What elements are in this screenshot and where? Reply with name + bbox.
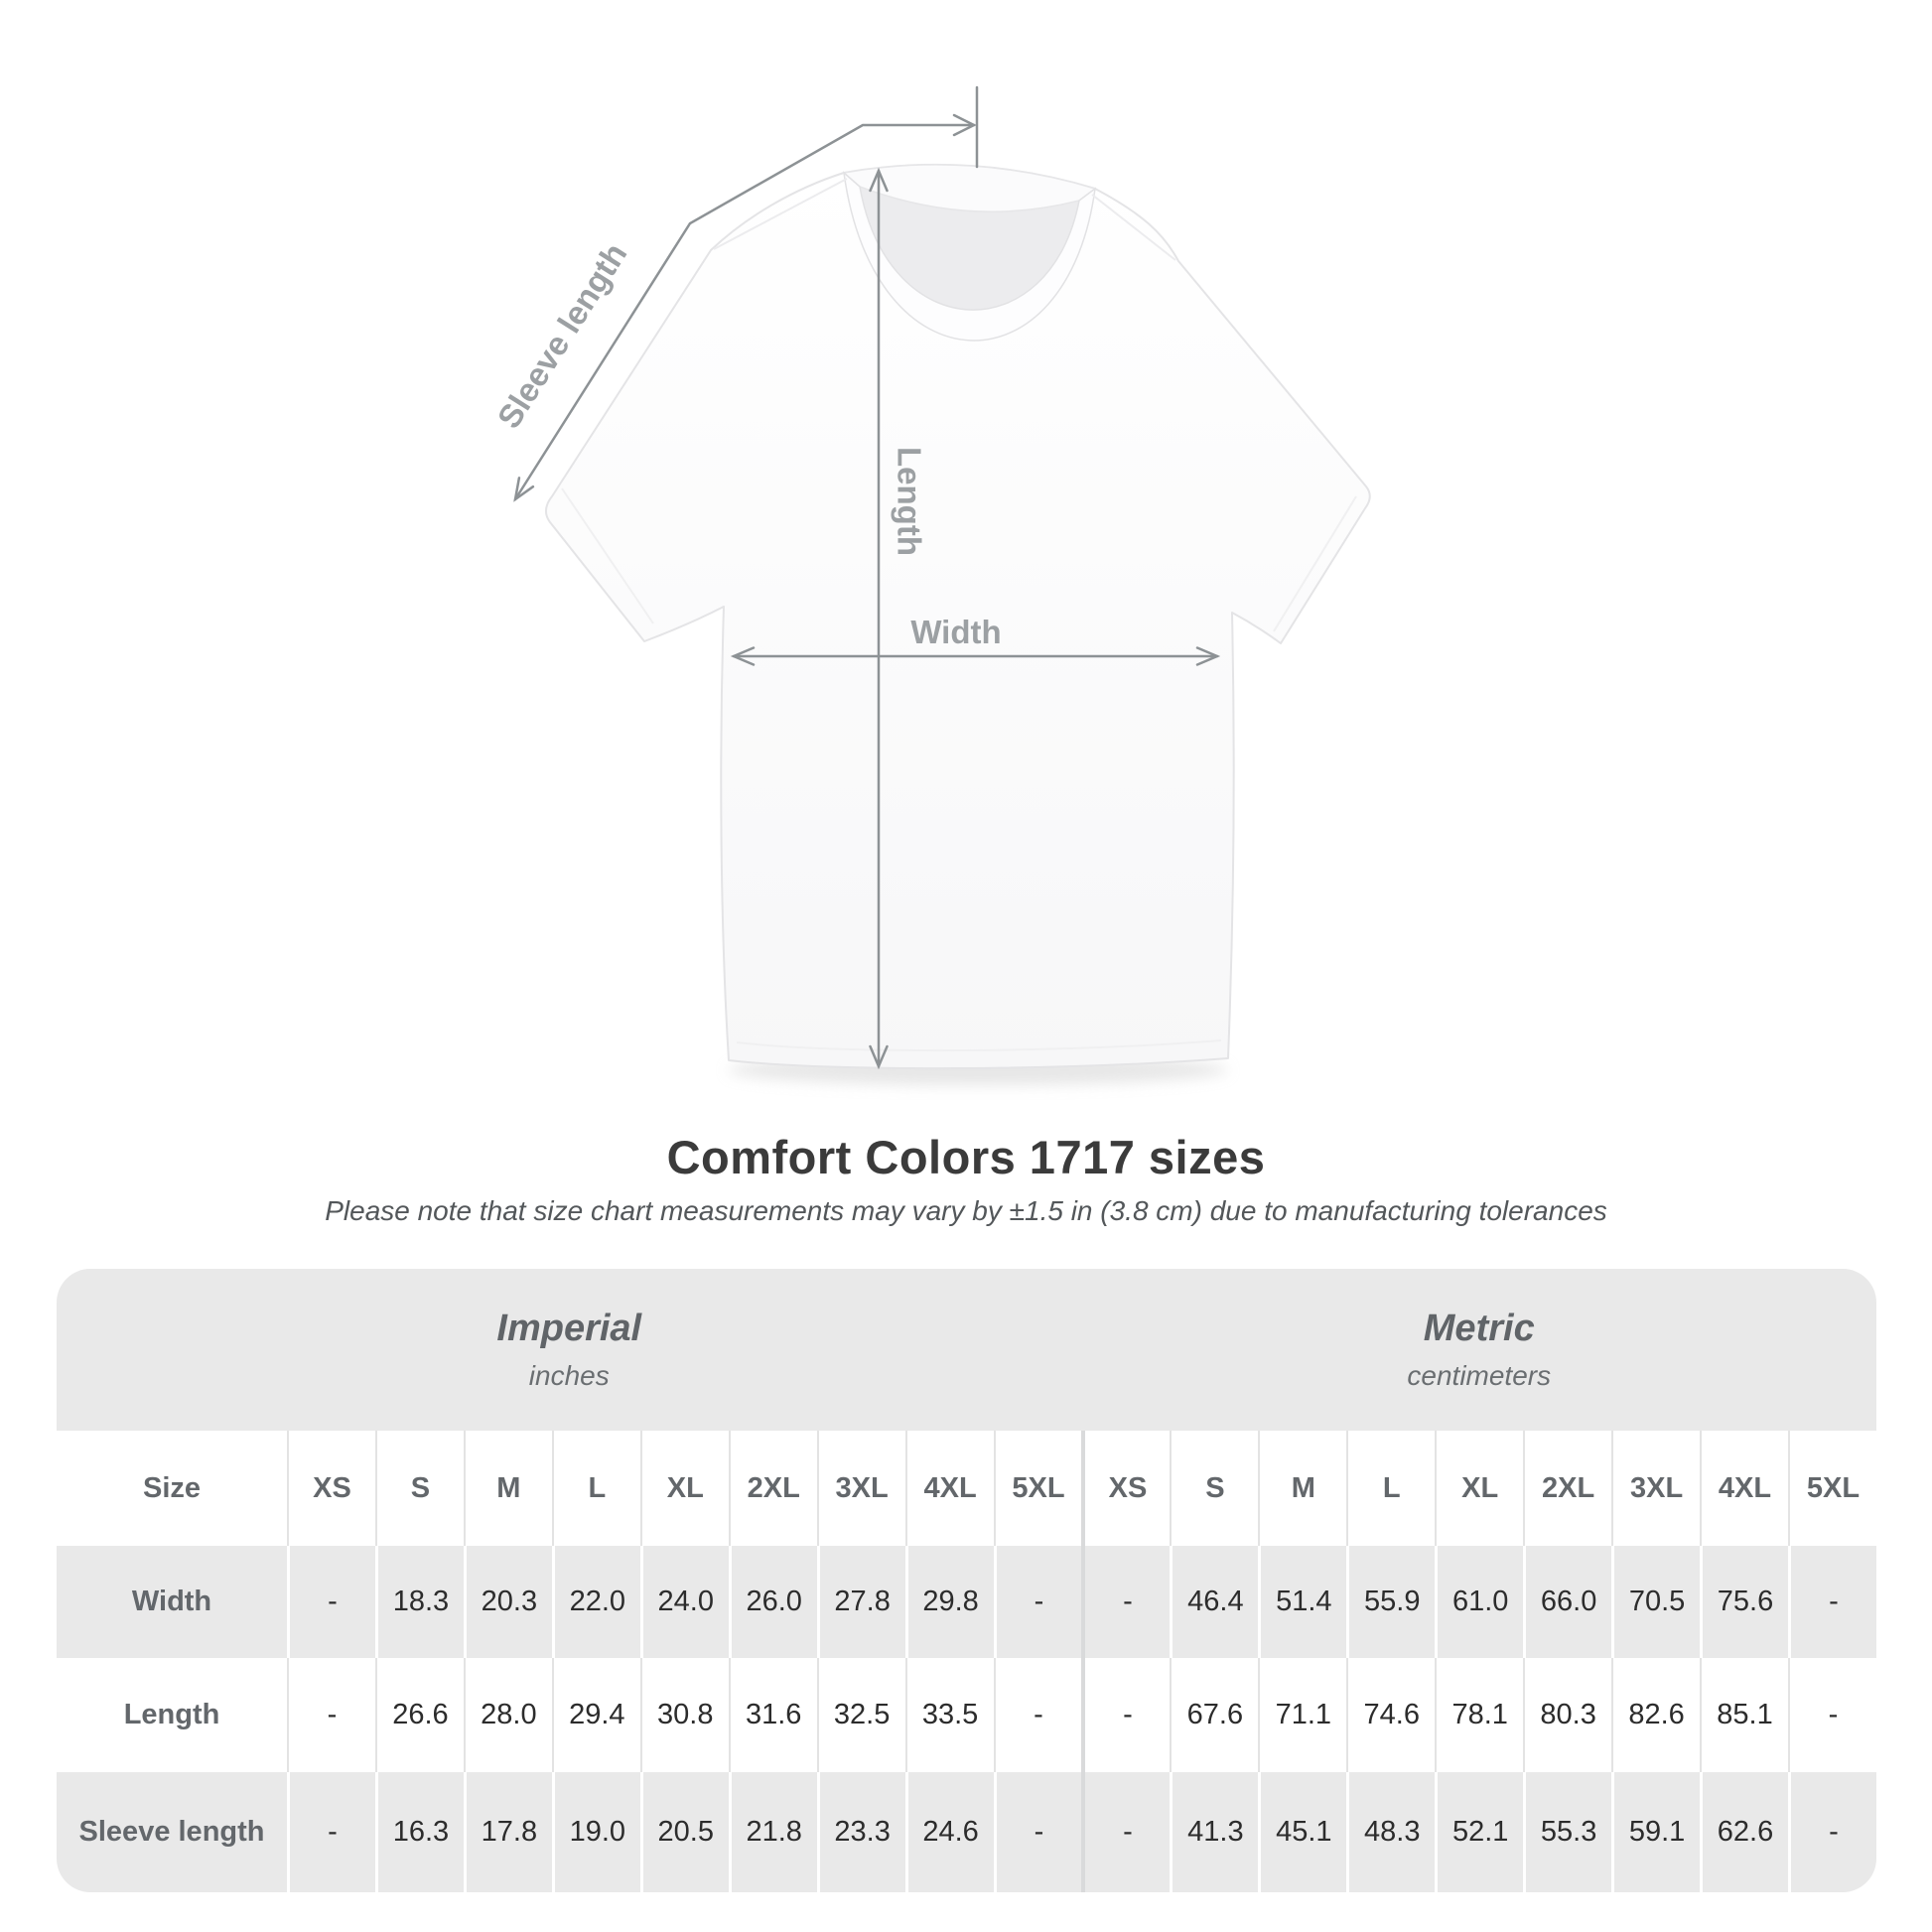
row-label: Length [123, 1699, 220, 1730]
value-cell: 45.1 [1258, 1772, 1346, 1892]
column-header-metric-3xl: 3XL [1611, 1431, 1700, 1546]
value-cell: 16.3 [375, 1772, 464, 1892]
column-header-metric-m: M [1258, 1431, 1346, 1546]
value-cell: 32.5 [817, 1658, 905, 1772]
page-title: Comfort Colors 1717 sizes [666, 1131, 1266, 1183]
value-cell: - [1081, 1772, 1170, 1892]
column-header-metric-xl: XL [1435, 1431, 1523, 1546]
imperial-group-header [57, 1269, 1082, 1431]
column-header-imperial-xs: XS [287, 1431, 375, 1546]
imperial-group-unit: inches [528, 1360, 610, 1391]
value-cell: 74.6 [1346, 1658, 1435, 1772]
imperial-group-label: Imperial [496, 1308, 642, 1349]
value-cell: 24.0 [640, 1546, 729, 1658]
value-cell: 80.3 [1523, 1658, 1611, 1772]
value-cell: 59.1 [1611, 1772, 1700, 1892]
size-column-header: Size [143, 1471, 202, 1504]
value-cell: 21.8 [729, 1772, 817, 1892]
value-cell: 70.5 [1611, 1546, 1700, 1658]
value-cell: 18.3 [375, 1546, 464, 1658]
value-cell: 55.3 [1523, 1772, 1611, 1892]
value-cell: 33.5 [905, 1658, 994, 1772]
table-row-sleeve-length [57, 1772, 1876, 1892]
table-body [57, 1546, 1876, 1892]
column-header-metric-4xl: 4XL [1700, 1431, 1788, 1546]
value-cell: - [1788, 1658, 1876, 1772]
value-cell: 55.9 [1346, 1546, 1435, 1658]
value-cell: - [1788, 1772, 1876, 1892]
value-cell: 52.1 [1435, 1772, 1523, 1892]
value-cell: 28.0 [464, 1658, 552, 1772]
column-header-imperial-4xl: 4XL [905, 1431, 994, 1546]
column-header-imperial-5xl: 5XL [994, 1431, 1082, 1546]
value-cell: - [1081, 1658, 1170, 1772]
column-header-imperial-l: L [552, 1431, 640, 1546]
value-cell: 26.6 [375, 1658, 464, 1772]
value-cell: 82.6 [1611, 1658, 1700, 1772]
length-label: Length [891, 447, 928, 556]
value-cell: 20.3 [464, 1546, 552, 1658]
value-cell: - [994, 1658, 1082, 1772]
value-cell: 61.0 [1435, 1546, 1523, 1658]
value-cell: 30.8 [640, 1658, 729, 1772]
value-cell: 24.6 [905, 1772, 994, 1892]
value-cell: - [287, 1546, 375, 1658]
value-cell: - [1788, 1546, 1876, 1658]
row-label: Width [131, 1586, 212, 1617]
column-header-imperial-s: S [375, 1431, 464, 1546]
value-cell: 85.1 [1700, 1658, 1788, 1772]
value-cell: 29.4 [552, 1658, 640, 1772]
sleeve-length-label: Sleeve length [489, 236, 634, 435]
value-cell: 66.0 [1523, 1546, 1611, 1658]
page-subtitle: Please note that size chart measurements may vary by ±1.5 in (3.8 cm) due to manufacturing tolerances [325, 1195, 1607, 1226]
value-cell: 67.6 [1170, 1658, 1258, 1772]
value-cell: 46.4 [1170, 1546, 1258, 1658]
column-header-metric-2xl: 2XL [1523, 1431, 1611, 1546]
value-cell: 23.3 [817, 1772, 905, 1892]
row-label: Sleeve length [78, 1816, 265, 1848]
value-cell: 41.3 [1170, 1772, 1258, 1892]
value-cell: 17.8 [464, 1772, 552, 1892]
value-cell: 48.3 [1346, 1772, 1435, 1892]
size-table [57, 1269, 1876, 1892]
column-header-imperial-2xl: 2XL [729, 1431, 817, 1546]
table-row-length [57, 1658, 1876, 1772]
arrowhead-sleeve-end [515, 478, 533, 499]
value-cell: 71.1 [1258, 1658, 1346, 1772]
value-cell: - [994, 1772, 1082, 1892]
column-header-metric-xs: XS [1081, 1431, 1170, 1546]
column-header-imperial-3xl: 3XL [817, 1431, 905, 1546]
value-cell: 19.0 [552, 1772, 640, 1892]
column-header-imperial-m: M [464, 1431, 552, 1546]
value-cell: 31.6 [729, 1658, 817, 1772]
metric-group-unit: centimeters [1407, 1360, 1552, 1391]
metric-group-header [1082, 1269, 1876, 1431]
value-cell: 75.6 [1700, 1546, 1788, 1658]
value-cell: - [287, 1772, 375, 1892]
column-header-metric-5xl: 5XL [1788, 1431, 1876, 1546]
value-cell: 20.5 [640, 1772, 729, 1892]
value-cell: 78.1 [1435, 1658, 1523, 1772]
value-cell: 62.6 [1700, 1772, 1788, 1892]
value-cell: 51.4 [1258, 1546, 1346, 1658]
value-cell: - [994, 1546, 1082, 1658]
value-cell: 27.8 [817, 1546, 905, 1658]
size-header-row [57, 1431, 1876, 1546]
column-header-imperial-xl: XL [640, 1431, 729, 1546]
value-cell: - [287, 1658, 375, 1772]
value-cell: 29.8 [905, 1546, 994, 1658]
value-cell: 22.0 [552, 1546, 640, 1658]
table-row-width [57, 1546, 1876, 1658]
value-cell: - [1081, 1546, 1170, 1658]
group-header-row [57, 1269, 1876, 1431]
column-header-metric-l: L [1346, 1431, 1435, 1546]
metric-group-label: Metric [1423, 1308, 1535, 1349]
value-cell: 26.0 [729, 1546, 817, 1658]
column-header-metric-s: S [1170, 1431, 1258, 1546]
width-label: Width [910, 614, 1002, 650]
